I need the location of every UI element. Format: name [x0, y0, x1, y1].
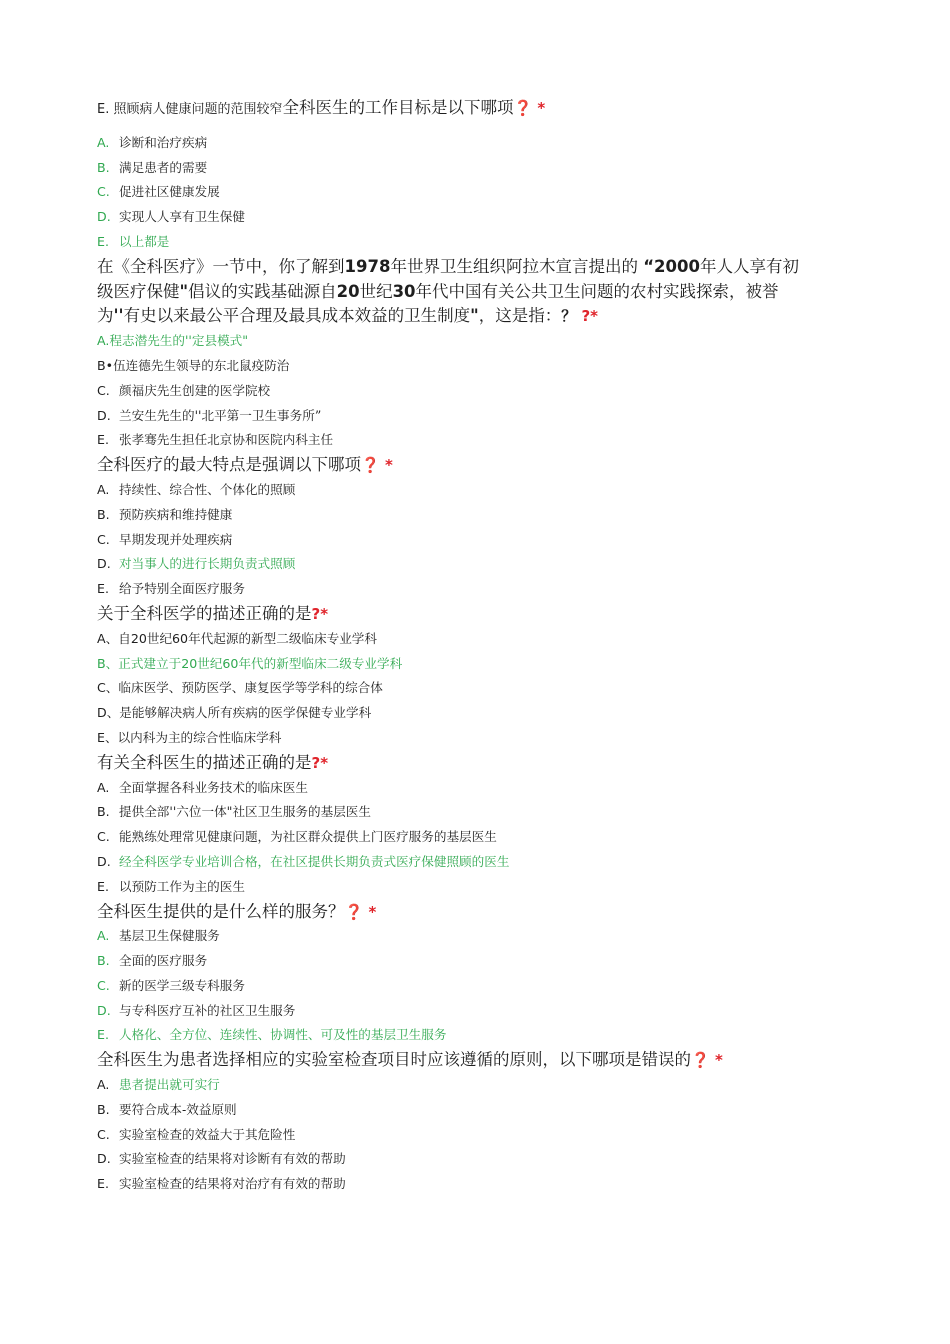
- q1-option-d[interactable]: D. 实现人人享有卫生保健: [97, 209, 245, 225]
- q7-option-a[interactable]: A. 患者提出就可实行: [97, 1077, 220, 1093]
- question-6: 全科医生提供的是什么样的服务？❓ *: [97, 901, 377, 921]
- q3-option-a[interactable]: A. 持续性、综合性、个体化的照顾: [97, 481, 296, 497]
- q1-option-c[interactable]: C. 促进社区健康发展: [97, 184, 220, 200]
- question-1: [97, 96, 827, 123]
- question-mark-plain: ？: [561, 307, 577, 326]
- document-page: [97, 96, 827, 1197]
- q6-option-b[interactable]: B. 全面的医疗服务: [97, 953, 208, 969]
- q2-option-c[interactable]: C. 颜福庆先生创建的医学院校: [97, 382, 271, 398]
- question-1-text: 全科医生的工作目标是以下哪项: [282, 98, 514, 117]
- q4-option-e[interactable]: E、以内科为主的综合性临床学科: [97, 729, 282, 745]
- q3-option-b[interactable]: B. 预防疾病和维持健康: [97, 506, 233, 522]
- q5-option-c[interactable]: C. 能熟练处理常见健康问题，为社区群众提供上门医疗服务的基层医生: [97, 829, 497, 845]
- required-star: *: [714, 1051, 723, 1070]
- question-mark-icon: ❓: [691, 1051, 710, 1070]
- question-mark-icon: ❓: [344, 902, 364, 921]
- question-7: 全科医生为患者选择相应的实验室检查项目时应该遵循的原则，以下哪项是错误的❓ *: [97, 1050, 723, 1070]
- question-mark-icon: ?*: [311, 753, 329, 772]
- q5-option-b[interactable]: B. 提供全部''六位一体"社区卫生服务的基层医生: [97, 804, 371, 820]
- required-star: *: [384, 456, 393, 475]
- question-1-prefix: E. 照顾病人健康问题的范围较窄: [97, 102, 283, 117]
- q3-option-c[interactable]: C. 早期发现并处理疾病: [97, 531, 233, 547]
- q4-option-a[interactable]: A、自20世纪60年代起源的新型二级临床专业学科: [97, 630, 377, 646]
- q7-option-b[interactable]: B. 要符合成本-效益原则: [97, 1101, 237, 1117]
- q4-option-c[interactable]: C、临床医学、预防医学、康复医学等学科的综合体: [97, 680, 383, 696]
- q3-option-e[interactable]: E. 给予特别全面医疗服务: [97, 581, 245, 597]
- q6-option-d[interactable]: D. 与专科医疗互补的社区卫生服务: [97, 1002, 296, 1018]
- q6-option-c[interactable]: C. 新的医学三级专科服务: [97, 977, 245, 993]
- q4-option-d[interactable]: D、是能够解决病人所有疾病的医学保健专业学科: [97, 705, 372, 721]
- question-mark-icon: ❓: [361, 456, 380, 475]
- q1-option-b[interactable]: B. 满足患者的需要: [97, 159, 208, 175]
- q1-option-a[interactable]: A. 诊断和治疗疾病: [97, 134, 208, 150]
- question-5: 有关全科医生的描述正确的是?*: [97, 752, 329, 772]
- q5-option-d[interactable]: D. 经全科医学专业培训合格，在社区提供长期负责式医疗保健照顾的医生: [97, 853, 510, 869]
- q5-option-a[interactable]: A. 全面掌握各科业务技术的临床医生: [97, 779, 308, 795]
- q2-option-d[interactable]: D. 兰安生先生的''北平第一卫生事务所”: [97, 407, 322, 423]
- q2-option-e[interactable]: E. 张孝骞先生担任北京协和医院内科主任: [97, 432, 334, 448]
- q7-option-d[interactable]: D. 实验室检查的结果将对诊断有有效的帮助: [97, 1151, 346, 1167]
- q2-option-b[interactable]: B•伍连德先生领导的东北鼠疫防治: [97, 357, 290, 373]
- q3-option-d[interactable]: D. 对当事人的进行长期负责式照顾: [97, 556, 296, 572]
- question-mark-icon: ❓: [513, 99, 533, 117]
- q6-option-e-correct[interactable]: E. 人格化、全方位、连续性、协调性、可及性的基层卫生服务: [97, 1027, 447, 1043]
- q7-option-e[interactable]: E. 实验室检查的结果将对治疗有有效的帮助: [97, 1176, 346, 1192]
- q2-option-a-correct[interactable]: A.程志潜先生的''定县模式": [97, 333, 249, 349]
- q1-option-e-correct[interactable]: E. 以上都是: [97, 233, 170, 249]
- required-star: *: [537, 99, 546, 117]
- required-star: *: [368, 902, 377, 921]
- question-2: 在《全科医疗》一节中，你了解到1978年世界卫生组织阿拉木宣言提出的 “2000年人人享有初 级医疗保健"倡议的实践基础源自20世纪30年代中国有关公共卫生问题的农村实践探索，被誉 为''有史以来最公平合理及最具成本效益的卫生制度"，这是指：？ ?*: [97, 256, 799, 326]
- q4-option-b-correct[interactable]: B、正式建立于20世纪60年代的新型临床二级专业学科: [97, 655, 403, 671]
- q7-option-c[interactable]: C. 实验室检查的效益大于其危险性: [97, 1126, 296, 1142]
- q6-option-a[interactable]: A. 基层卫生保健服务: [97, 928, 220, 944]
- question-3: 全科医疗的最大特点是强调以下哪项❓ *: [97, 455, 393, 475]
- question-4: 关于全科医学的描述正确的是?*: [97, 603, 329, 623]
- q5-option-e[interactable]: E. 以预防工作为主的医生: [97, 878, 245, 894]
- question-mark-icon: ?*: [581, 307, 599, 326]
- question-mark-icon: ?*: [311, 604, 329, 623]
